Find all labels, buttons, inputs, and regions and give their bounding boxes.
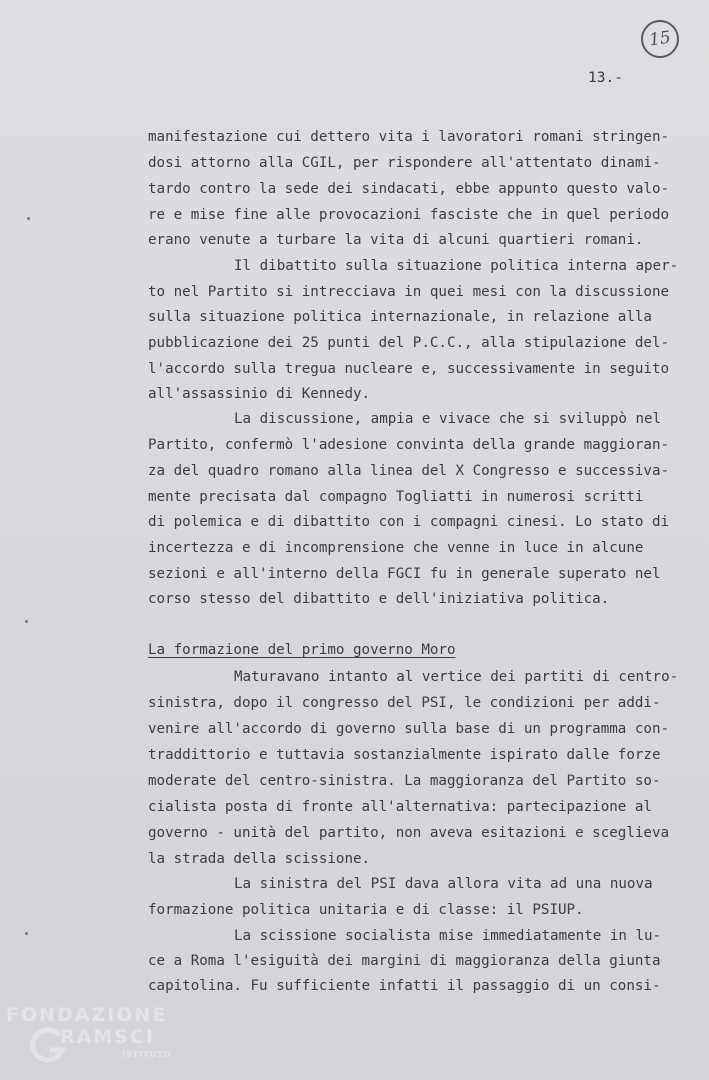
- text-line: La sinistra del PSI dava allora vita ad una nuova: [234, 876, 653, 892]
- text-line: sinistra, dopo il congresso del PSI, le condizioni per addi-: [148, 695, 661, 711]
- watermark-line1: FONDAZIONE: [6, 1004, 168, 1026]
- text-line: ce a Roma l'esiguità dei margini di maggioranza della giunta: [148, 953, 661, 969]
- text-line: La discussione, ampia e vivace che si sviluppò nel: [234, 411, 662, 427]
- text-line: re e mise fine alle provocazioni fasciste che in quel periodo: [148, 207, 670, 223]
- text-line: di polemica e di dibattito con i compagni cinesi. Lo stato di: [148, 514, 670, 530]
- text-line: sezioni e all'interno della FGCI fu in generale superato nel: [148, 566, 661, 582]
- watermark-line2: RAMSCI: [60, 1026, 155, 1048]
- text-line: corso stesso del dibattito e dell'iniziativa politica.: [148, 591, 610, 607]
- text-line: za del quadro romano alla linea del X Congresso e successiva-: [148, 463, 670, 479]
- text-line: l'accordo sulla tregua nucleare e, successivamente in seguito: [148, 361, 670, 377]
- text-line: la strada della scissione.: [148, 851, 371, 867]
- text-line: traddittorio e tuttavia sostanzialmente ispirato dalle forze: [148, 747, 661, 763]
- text-line: manifestazione cui dettero vita i lavoratori romani stringen-: [148, 129, 670, 145]
- text-line: erano venute a turbare la vita di alcuni quartieri romani.: [148, 232, 644, 248]
- section-heading: La formazione del primo governo Moro: [148, 642, 456, 658]
- text-line: La scissione socialista mise immediatamente in lu-: [234, 928, 662, 944]
- margin-speck: [25, 932, 28, 935]
- text-line: capitolina. Fu sufficiente infatti il passaggio di un consi-: [148, 978, 661, 994]
- text-line: cialista posta di fronte all'alternativa: partecipazione al: [148, 799, 652, 815]
- text-line: venire all'accordo di governo sulla base di un programma con-: [148, 721, 670, 737]
- text-line: formazione politica unitaria e di classe: il PSIUP.: [148, 902, 584, 918]
- margin-speck: [25, 620, 28, 623]
- text-line: dosi attorno alla CGIL, per rispondere all'attentato dinami-: [148, 155, 661, 171]
- text-line: Maturavano intanto al vertice dei partiti di centro-: [234, 669, 679, 685]
- text-line: tardo contro la sede dei sindacati, ebbe appunto questo valo-: [148, 181, 670, 197]
- page-number: 13.-: [588, 70, 623, 86]
- text-line: sulla situazione politica internazionale, in relazione alla: [148, 309, 652, 325]
- margin-speck: [27, 217, 30, 220]
- text-line: moderate del centro-sinistra. La maggioranza del Partito so-: [148, 773, 661, 789]
- text-line: incertezza e di incomprensione che venne in luce in alcune: [148, 540, 644, 556]
- fondazione-gramsci-watermark: [4, 1004, 184, 1074]
- watermark-subtitle: ISTITUTO: [122, 1050, 172, 1059]
- text-line: governo - unità del partito, non aveva esitazioni e sceglieva: [148, 825, 670, 841]
- text-line: all'assassinio di Kennedy.: [148, 386, 371, 402]
- text-line: to nel Partito si intrecciava in quei mesi con la discussione: [148, 284, 670, 300]
- text-line: pubblicazione dei 25 punti del P.C.C., alla stipulazione del-: [148, 335, 670, 351]
- archive-stamp: 15: [639, 18, 682, 61]
- text-line: mente precisata dal compagno Togliatti in numerosi scritti: [148, 489, 644, 505]
- text-line: Partito, confermò l'adesione convinta della grande maggioran-: [148, 437, 670, 453]
- text-line: Il dibattito sulla situazione politica interna aper-: [234, 258, 679, 274]
